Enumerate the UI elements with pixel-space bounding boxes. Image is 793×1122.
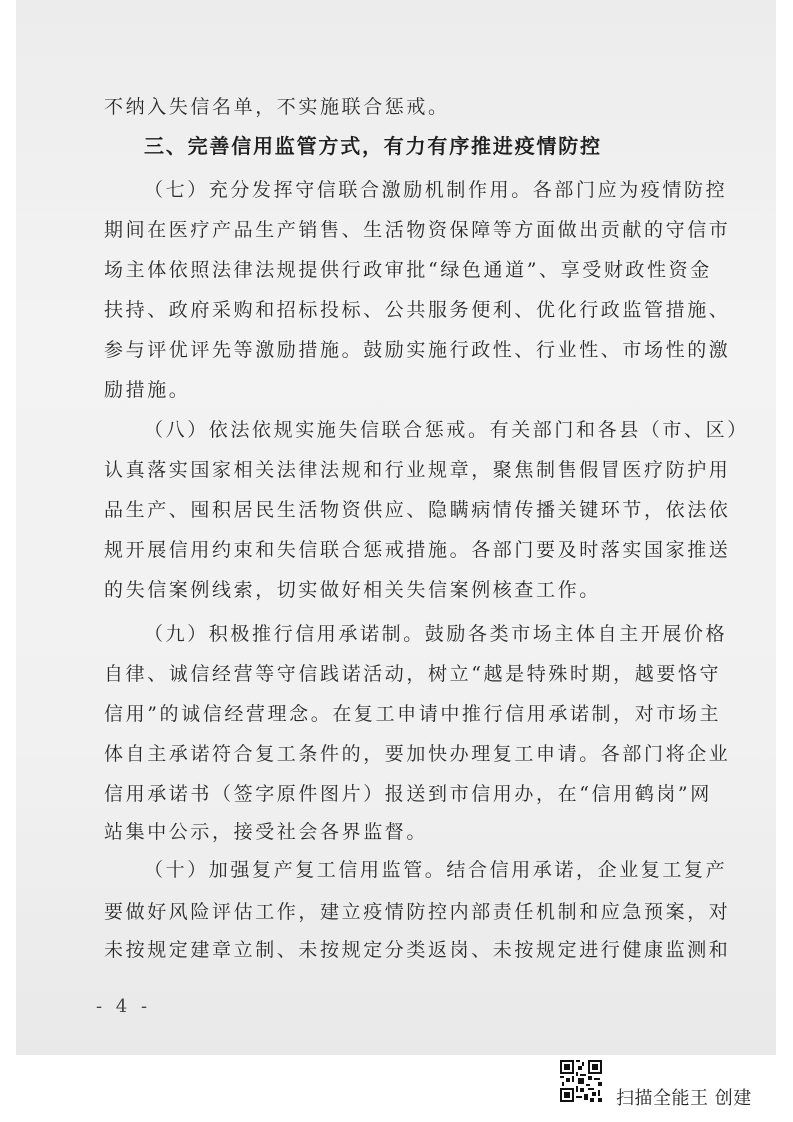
paragraph-line: 的失信案例线索，切实做好相关失信案例核查工作。: [104, 579, 601, 601]
paragraph-line: （七）充分发挥守信联合激励机制作用。各部门应为疫情防控: [144, 179, 728, 201]
paragraph-line: 站集中公示，接受社会各界监督。: [104, 821, 429, 843]
paragraph-line: 体自主承诺符合复工条件的，要加快办理复工申请。各部门将企业: [104, 743, 731, 765]
paragraph-line: 未按规定建章立制、未按规定分类返岗、未按规定进行健康监测和: [104, 939, 731, 961]
paragraph-line: 参与评优评先等激励措施。鼓励实施行政性、行业性、市场性的激: [104, 339, 731, 361]
paragraph-line: 扶持、政府采购和招标投标、公共服务便利、优化行政监管措施、: [104, 299, 731, 321]
paragraph-line: 场主体依照法律法规提供行政审批“绿色通道”、享受财政性资金: [104, 259, 712, 281]
paragraph-line: 信用承诺书（签字原件图片）报送到市信用办，在“信用鹤岗”网: [104, 783, 712, 805]
paragraph-line: 认真落实国家相关法律法规和行业规章，聚焦制售假冒医疗防护用: [104, 459, 731, 481]
paragraph-line: （八）依法依规实施失信联合惩戒。有关部门和各县（市、区）: [144, 419, 749, 441]
paragraph-line: 品生产、囤积居民生活物资供应、隐瞒病情传播关键环节，依法依: [104, 499, 731, 521]
scanner-watermark: [560, 1058, 780, 1114]
qr-code-icon: [560, 1060, 602, 1102]
page-number: - 4 -: [96, 996, 152, 1017]
paragraph-line: 自律、诚信经营等守信践诺活动，树立“越是特殊时期，越要恪守: [104, 663, 722, 685]
body-line: 不纳入失信名单，不实施联合惩戒。: [104, 96, 450, 118]
paragraph-line: （十）加强复产复工信用监管。结合信用承诺，企业复工复产: [144, 859, 728, 881]
paragraph-line: 规开展信用约束和失信联合惩戒措施。各部门要及时落实国家推送: [104, 539, 731, 561]
watermark-text: 扫描全能王 创建: [616, 1088, 752, 1109]
paragraph-line: （九）积极推行信用承诺制。鼓励各类市场主体自主开展价格: [144, 623, 728, 645]
paragraph-line: 励措施。: [104, 379, 191, 401]
paragraph-line: 信用”的诚信经营理念。在复工申请中推行信用承诺制，对市场主: [104, 703, 722, 725]
paragraph-line: 期间在医疗产品生产销售、生活物资保障等方面做出贡献的守信市: [104, 219, 731, 241]
paragraph-line: 要做好风险评估工作，建立疫情防控内部责任机制和应急预案，对: [104, 901, 731, 923]
section-heading: 三、完善信用监管方式，有力有序推进疫情防控: [144, 134, 602, 158]
